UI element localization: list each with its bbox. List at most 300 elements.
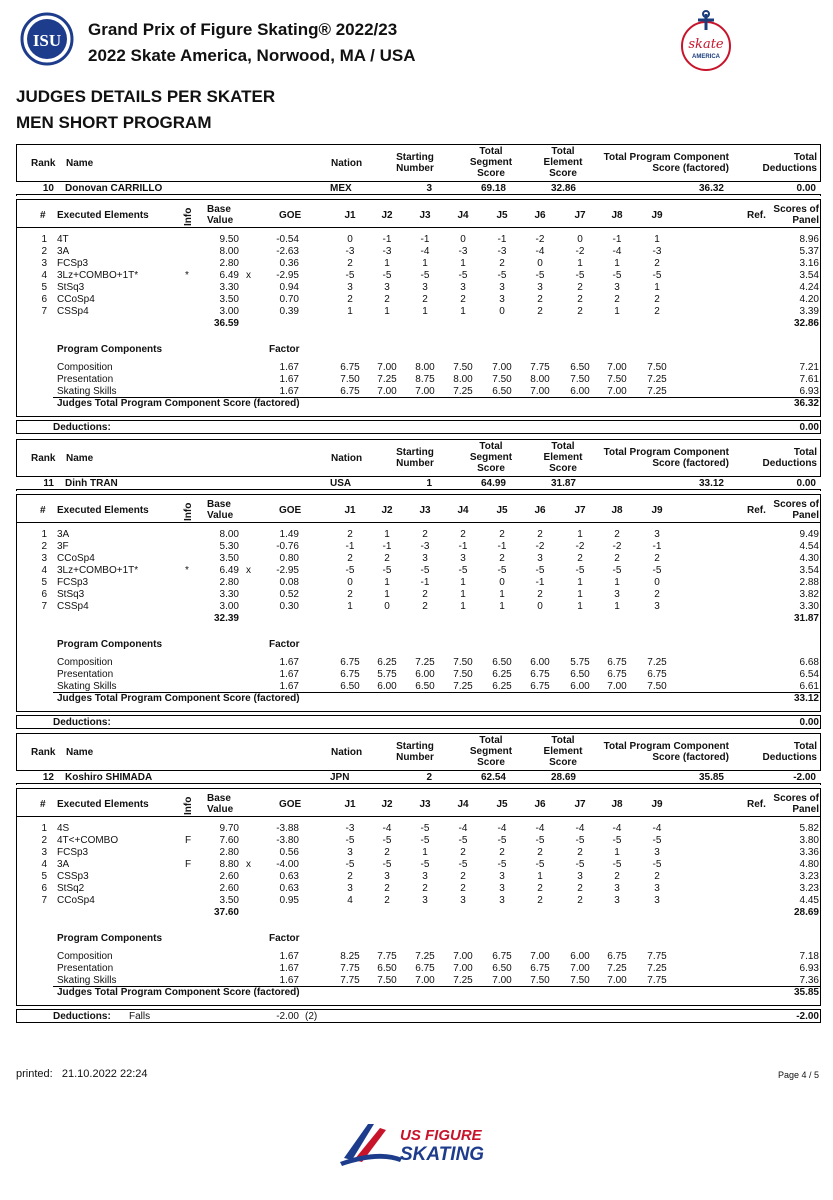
ref-header: Ref. (747, 799, 766, 810)
judge-goe: -5 (612, 835, 622, 846)
judge-goe: 2 (347, 294, 353, 305)
tes-header: Element (543, 746, 583, 757)
component-name: Skating Skills (57, 386, 117, 397)
judge-goe: 2 (654, 553, 660, 564)
judge-goe: 1 (577, 577, 583, 588)
judge-goe: 1 (577, 529, 583, 540)
tss-header: Segment (469, 157, 513, 168)
deductions-total: -2.00 (796, 1011, 819, 1022)
judge-goe: 2 (347, 871, 353, 882)
element-goe: -3.80 (276, 835, 299, 846)
element-base-value: 3.00 (219, 306, 239, 317)
judge-component-score: 7.50 (453, 669, 473, 680)
judge-header: J7 (574, 505, 586, 516)
judge-goe: 2 (422, 529, 428, 540)
deductions-header: Total (793, 152, 817, 163)
judge-goe: -5 (535, 859, 545, 870)
judge-goe: 4 (347, 895, 353, 906)
judge-goe: 1 (460, 601, 466, 612)
judge-goe: 3 (499, 871, 505, 882)
judge-goe: -5 (497, 835, 507, 846)
base-value-total: 36.59 (213, 318, 239, 329)
skater-tes: 31.87 (550, 478, 576, 489)
judge-goe: -1 (497, 234, 507, 245)
judge-goe: 3 (460, 895, 466, 906)
tpcs-header: Score (factored) (652, 458, 729, 469)
judge-goe: -5 (345, 270, 355, 281)
judge-component-score: 7.50 (377, 975, 397, 986)
tss-header: Score (477, 168, 505, 179)
judge-goe: 2 (384, 883, 390, 894)
judge-component-score: 7.50 (530, 975, 550, 986)
judge-goe: -5 (497, 270, 507, 281)
isu-logo (20, 12, 74, 66)
tes-header: Score (549, 463, 577, 474)
deductions-header: Deductions (762, 458, 817, 469)
judge-goe: -4 (420, 246, 430, 257)
tpcs-header: Score (factored) (652, 163, 729, 174)
judge-goe: -3 (652, 246, 662, 257)
element-number: 3 (41, 258, 47, 269)
element-panel-score: 9.49 (799, 529, 819, 540)
deductions-total: 0.00 (799, 717, 819, 728)
tes-total: 31.87 (793, 613, 819, 624)
element-code: FCSp3 (57, 577, 89, 588)
factor-header: Factor (269, 639, 300, 650)
judge-component-score: 6.50 (492, 963, 512, 974)
element-base-value: 8.00 (219, 246, 239, 257)
judge-goe: -5 (575, 270, 585, 281)
element-panel-score: 3.54 (799, 270, 819, 281)
judge-component-score: 6.25 (492, 669, 512, 680)
element-code: 3Lz+COMBO+1T* (57, 565, 139, 576)
skater-rank: 12 (42, 772, 54, 783)
element-base-value: 2.80 (219, 847, 239, 858)
judge-goe: -1 (420, 234, 430, 245)
judge-goe: 1 (499, 601, 505, 612)
judge-goe: 3 (499, 282, 505, 293)
judge-goe: 2 (384, 294, 390, 305)
judge-goe: -4 (535, 823, 545, 834)
element-base-value: 2.80 (219, 258, 239, 269)
judge-goe: 3 (499, 294, 505, 305)
judge-header: J8 (611, 799, 623, 810)
judge-goe: -5 (652, 270, 662, 281)
judge-goe: 2 (577, 553, 583, 564)
element-base-value: 3.30 (219, 589, 239, 600)
element-panel-score: 4.80 (799, 859, 819, 870)
skater-deductions: -2.00 (793, 772, 816, 783)
judge-goe: -5 (535, 565, 545, 576)
judge-header: J3 (419, 210, 431, 221)
judge-goe: -5 (382, 565, 392, 576)
rank-header: Rank (31, 158, 56, 169)
base-value-header: Value (207, 804, 234, 815)
judge-goe: 1 (460, 306, 466, 317)
element-code: StSq2 (57, 883, 85, 894)
judge-component-score: 6.50 (492, 386, 512, 397)
skater-block (16, 733, 821, 1025)
judge-header: J9 (651, 799, 663, 810)
skater-name: Donovan CARRILLO (65, 183, 163, 194)
judge-goe: -5 (458, 859, 468, 870)
judge-goe: -5 (612, 565, 622, 576)
element-number: 6 (41, 589, 47, 600)
printed-timestamp: printed: 21.10.2022 22:24 (16, 1068, 148, 1080)
judge-goe: 2 (384, 895, 390, 906)
judge-goe: 0 (384, 601, 390, 612)
judge-component-score: 7.25 (377, 374, 397, 385)
judge-goe: 2 (614, 871, 620, 882)
judge-header: J1 (344, 210, 356, 221)
tpcs-header: Total Program Component (603, 741, 729, 752)
component-factor: 1.67 (279, 362, 299, 373)
judge-goe: -5 (420, 270, 430, 281)
judge-goe: 2 (422, 294, 428, 305)
element-base-value: 7.60 (219, 835, 239, 846)
judge-goe: 2 (460, 883, 466, 894)
judge-component-score: 7.75 (647, 975, 667, 986)
judge-header: J4 (457, 505, 469, 516)
element-bonus-flag: x (246, 270, 251, 281)
judge-component-score: 7.50 (453, 657, 473, 668)
judge-goe: 0 (499, 577, 505, 588)
judge-component-score: 7.00 (530, 386, 550, 397)
judge-goe: 1 (384, 577, 390, 588)
name-header: Name (66, 158, 94, 169)
judge-goe: -3 (382, 246, 392, 257)
judge-goe: -2 (612, 541, 622, 552)
judge-header: J4 (457, 799, 469, 810)
judge-goe: 3 (654, 529, 660, 540)
judge-goe: -5 (345, 565, 355, 576)
element-code: 3Lz+COMBO+1T* (57, 270, 139, 281)
deductions-label: Deductions: (53, 1011, 111, 1022)
judge-goe: 2 (577, 847, 583, 858)
header-divider (17, 816, 820, 817)
judge-component-score: 7.50 (340, 374, 360, 385)
judge-header: J2 (381, 505, 393, 516)
header-divider (17, 522, 820, 523)
judge-goe: -5 (420, 823, 430, 834)
scores-of-panel-header: Scores of (773, 204, 819, 215)
judge-goe: 3 (537, 282, 543, 293)
skater-deductions: 0.00 (796, 183, 816, 194)
element-info: * (185, 565, 189, 576)
judge-header: J1 (344, 505, 356, 516)
judge-component-score: 6.75 (415, 963, 435, 974)
judge-component-score: 7.75 (340, 963, 360, 974)
element-panel-score: 3.80 (799, 835, 819, 846)
judge-goe: -5 (458, 270, 468, 281)
judge-goe: -1 (382, 541, 392, 552)
element-goe: -2.95 (276, 565, 299, 576)
starting-header: Number (396, 752, 434, 763)
element-number: 4 (41, 859, 47, 870)
tes-header: Element (543, 157, 583, 168)
judge-component-score: 6.75 (530, 681, 550, 692)
judge-component-score: 7.75 (647, 951, 667, 962)
judge-goe: -3 (497, 246, 507, 257)
judge-goe: -2 (575, 246, 585, 257)
judge-component-score: 6.00 (570, 681, 590, 692)
judge-goe: 2 (537, 589, 543, 600)
judge-goe: 1 (577, 601, 583, 612)
judge-component-score: 7.25 (647, 963, 667, 974)
judge-goe: 1 (499, 589, 505, 600)
element-number: 2 (41, 541, 47, 552)
skate-america-logo (668, 8, 744, 74)
judge-goe: 1 (422, 306, 428, 317)
judge-component-score: 6.75 (340, 362, 360, 373)
svg-text:AMERICA: AMERICA (692, 54, 720, 60)
tss-header: Segment (469, 452, 513, 463)
skater-name: Koshiro SHIMADA (65, 772, 153, 783)
element-number: 1 (41, 823, 47, 834)
goe-header: GOE (279, 210, 302, 221)
judge-goe: 2 (460, 847, 466, 858)
judge-header: J3 (419, 799, 431, 810)
judge-goe: 2 (422, 883, 428, 894)
judge-goe: 0 (537, 258, 543, 269)
judge-goe: 1 (422, 847, 428, 858)
judge-goe: -2 (575, 541, 585, 552)
judge-header: J7 (574, 210, 586, 221)
judge-component-score: 8.00 (453, 374, 473, 385)
judge-component-score: 7.25 (453, 975, 473, 986)
judge-goe: -4 (458, 823, 468, 834)
element-panel-score: 3.16 (799, 258, 819, 269)
judge-component-score: 7.00 (570, 963, 590, 974)
starting-header: Number (396, 458, 434, 469)
judge-goe: 1 (537, 871, 543, 882)
elements-table (16, 494, 821, 712)
skater-block (16, 144, 821, 436)
element-number: 5 (41, 577, 47, 588)
judge-goe: 1 (384, 589, 390, 600)
component-panel-score: 7.61 (799, 374, 819, 385)
skater-starting-number: 3 (426, 183, 432, 194)
judge-goe: -1 (535, 577, 545, 588)
element-bonus-flag: x (246, 859, 251, 870)
judge-component-score: 7.50 (647, 681, 667, 692)
tes-header: Total (551, 735, 575, 746)
judge-goe: -5 (535, 835, 545, 846)
judge-header: J8 (611, 210, 623, 221)
judge-goe: -4 (612, 246, 622, 257)
element-panel-score: 3.36 (799, 847, 819, 858)
judge-goe: 1 (614, 577, 620, 588)
svg-text:ISU: ISU (32, 31, 62, 50)
judge-header: J1 (344, 799, 356, 810)
component-factor: 1.67 (279, 669, 299, 680)
judge-header: J4 (457, 210, 469, 221)
judge-goe: -3 (345, 823, 355, 834)
factor-header: Factor (269, 933, 300, 944)
element-code: CSSp4 (57, 306, 89, 317)
judge-goe: 3 (347, 282, 353, 293)
element-goe: 0.36 (279, 258, 299, 269)
executed-elements-header: Executed Elements (57, 799, 149, 810)
element-goe: 1.49 (279, 529, 299, 540)
element-number: 4 (41, 565, 47, 576)
component-factor: 1.67 (279, 975, 299, 986)
judge-header: J2 (381, 799, 393, 810)
judge-goe: 2 (654, 306, 660, 317)
us-figure-skating-logo (338, 1118, 488, 1168)
judge-component-score: 6.50 (340, 681, 360, 692)
judge-goe: 3 (422, 895, 428, 906)
rank-header: Rank (31, 453, 56, 464)
deduction-value: -2.00 (276, 1011, 299, 1022)
judge-goe: 0 (654, 577, 660, 588)
base-value-header: Base (207, 499, 231, 510)
element-info: F (185, 835, 192, 846)
element-code: StSq3 (57, 589, 85, 600)
skater-tss: 62.54 (480, 772, 506, 783)
element-base-value: 2.80 (219, 577, 239, 588)
judge-header: J7 (574, 799, 586, 810)
deductions-header: Deductions (762, 163, 817, 174)
doc-title-line-2: MEN SHORT PROGRAM (16, 113, 212, 132)
judge-goe: -5 (497, 859, 507, 870)
component-panel-score: 6.68 (799, 657, 819, 668)
judge-component-score: 7.25 (607, 963, 627, 974)
jtpcs-label: Judges Total Program Component Score (factored) (57, 987, 300, 998)
element-goe: -2.63 (276, 246, 299, 257)
judge-goe: 3 (422, 871, 428, 882)
base-value-total: 32.39 (213, 613, 239, 624)
judge-component-score: 7.00 (492, 975, 512, 986)
judge-goe: -5 (497, 565, 507, 576)
element-panel-score: 2.88 (799, 577, 819, 588)
info-header: Info (183, 207, 194, 226)
skater-tpcs: 36.32 (698, 183, 724, 194)
judge-goe: -1 (652, 541, 662, 552)
component-name: Skating Skills (57, 975, 117, 986)
judge-header: J6 (534, 799, 546, 810)
judge-component-score: 7.00 (530, 951, 550, 962)
tss-header: Segment (469, 746, 513, 757)
element-panel-score: 8.96 (799, 234, 819, 245)
judge-goe: 2 (460, 294, 466, 305)
name-header: Name (66, 453, 94, 464)
tpcs-header: Total Program Component (603, 447, 729, 458)
component-factor: 1.67 (279, 657, 299, 668)
goe-header: GOE (279, 799, 302, 810)
element-goe: 0.63 (279, 871, 299, 882)
deductions-row (16, 420, 821, 434)
tss-header: Score (477, 463, 505, 474)
base-value-header: Base (207, 793, 231, 804)
judge-goe: -4 (497, 823, 507, 834)
judge-component-score: 7.00 (607, 681, 627, 692)
judge-goe: 3 (654, 895, 660, 906)
judge-component-score: 7.00 (453, 963, 473, 974)
judge-goe: 2 (460, 871, 466, 882)
judge-component-score: 6.00 (377, 681, 397, 692)
element-number: 5 (41, 282, 47, 293)
judge-goe: 2 (499, 847, 505, 858)
element-code: 3A (57, 246, 70, 257)
skater-result-row (16, 476, 821, 490)
judge-goe: -4 (535, 246, 545, 257)
judge-header: J2 (381, 210, 393, 221)
judge-component-score: 6.25 (377, 657, 397, 668)
judge-goe: 2 (614, 294, 620, 305)
judge-goe: 1 (614, 847, 620, 858)
nation-header: Nation (331, 453, 363, 464)
deductions-label: Deductions: (53, 717, 111, 728)
ref-header: Ref. (747, 210, 766, 221)
judge-goe: -5 (575, 835, 585, 846)
element-number: 2 (41, 246, 47, 257)
component-name: Composition (57, 657, 113, 668)
judge-goe: -5 (458, 565, 468, 576)
judge-component-score: 7.50 (570, 975, 590, 986)
element-goe: 0.70 (279, 294, 299, 305)
judge-goe: 0 (347, 234, 353, 245)
program-components-header: Program Components (57, 344, 163, 355)
judge-header: J5 (496, 799, 508, 810)
judge-goe: 2 (654, 589, 660, 600)
judge-goe: 1 (614, 306, 620, 317)
judge-component-score: 6.00 (570, 951, 590, 962)
judge-component-score: 7.50 (647, 362, 667, 373)
element-base-value: 3.50 (219, 895, 239, 906)
executed-elements-header: Executed Elements (57, 210, 149, 221)
judge-goe: -5 (345, 835, 355, 846)
deductions-total: 0.00 (799, 422, 819, 433)
judge-goe: 2 (654, 258, 660, 269)
judge-goe: 2 (347, 589, 353, 600)
judge-goe: -5 (420, 835, 430, 846)
starting-header: Starting (396, 447, 434, 458)
component-panel-score: 7.18 (799, 951, 819, 962)
svg-text:US FIGURE: US FIGURE (400, 1127, 482, 1144)
skater-tss: 64.99 (480, 478, 506, 489)
element-code: CSSp4 (57, 601, 89, 612)
element-panel-score: 4.54 (799, 541, 819, 552)
judge-component-score: 7.75 (377, 951, 397, 962)
judge-goe: 3 (614, 282, 620, 293)
jtpcs-label: Judges Total Program Component Score (factored) (57, 398, 300, 409)
component-factor: 1.67 (279, 963, 299, 974)
tpcs-header: Total Program Component (603, 152, 729, 163)
judge-header: J8 (611, 505, 623, 516)
judge-goe: -5 (535, 270, 545, 281)
element-panel-score: 5.37 (799, 246, 819, 257)
element-code: 3A (57, 859, 70, 870)
deductions-label: Deductions: (53, 422, 111, 433)
judge-goe: 3 (614, 883, 620, 894)
ref-header: Ref. (747, 505, 766, 516)
judge-goe: -5 (458, 835, 468, 846)
judge-goe: -1 (612, 234, 622, 245)
element-num-header: # (40, 210, 46, 221)
tes-header: Score (549, 757, 577, 768)
component-factor: 1.67 (279, 386, 299, 397)
judge-goe: 1 (614, 601, 620, 612)
element-base-value: 9.70 (219, 823, 239, 834)
judge-component-score: 7.00 (607, 362, 627, 373)
judge-goe: -4 (575, 823, 585, 834)
deduction-count: (2) (305, 1011, 318, 1022)
judge-component-score: 7.75 (340, 975, 360, 986)
element-number: 6 (41, 294, 47, 305)
tss-header: Total (479, 146, 503, 157)
starting-header: Starting (396, 152, 434, 163)
